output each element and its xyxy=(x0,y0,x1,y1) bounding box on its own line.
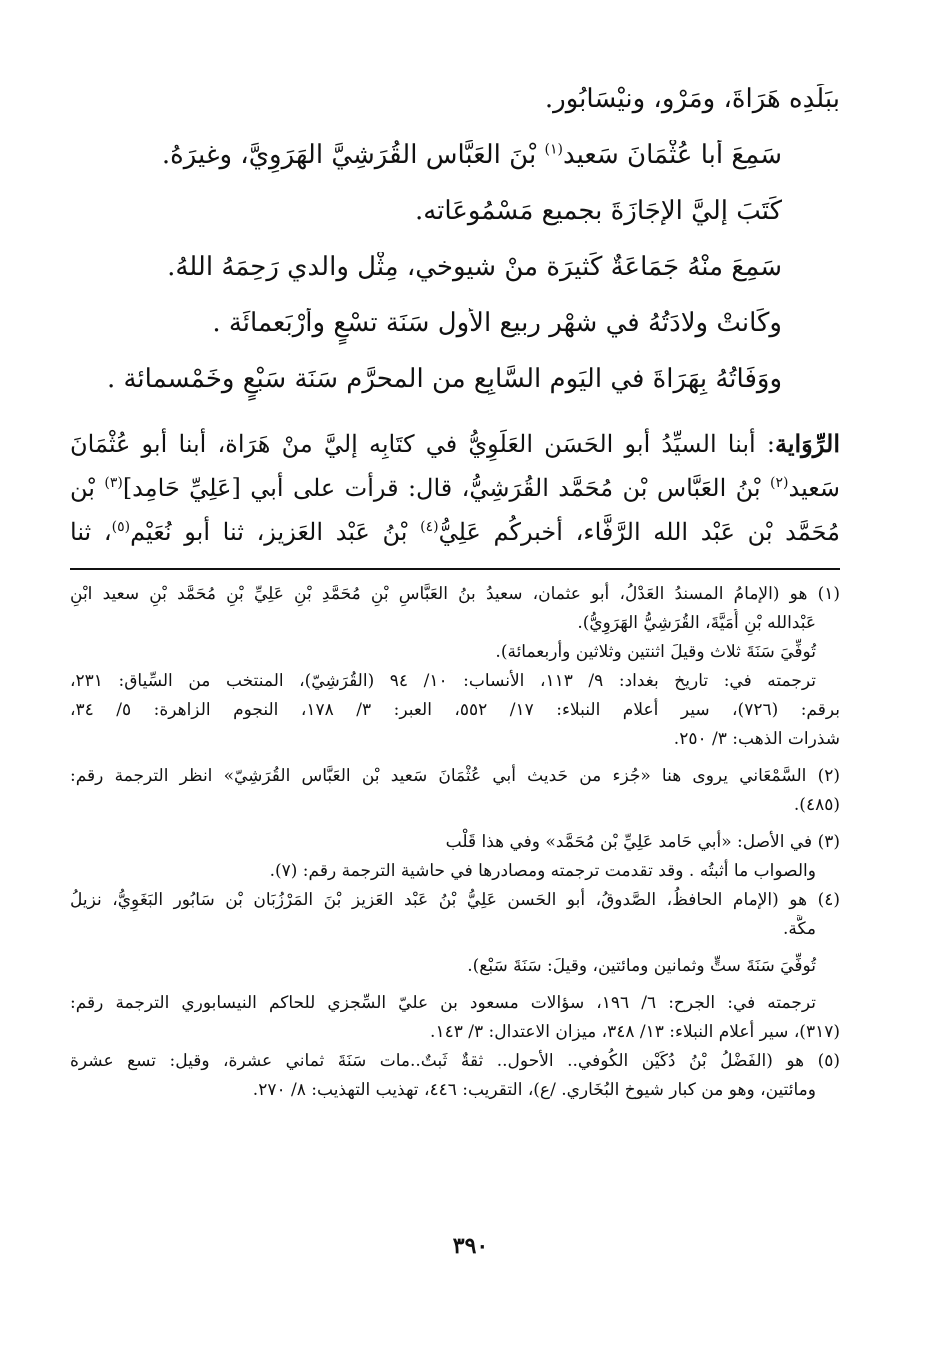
footnote-1-line: برقم: (٧٢٦)، سير أعلام النبلاء: ١٧/ ٥٥٢، العبر: ٣/ ١٧٨، النجوم الزاهرة: ٥/ ٣٤، xyxy=(70,700,840,720)
footnote-2-line: (٢) السَّمْعَاني يروى هنا «جُزء من حَديث أبي عُثْمَانَ سَعيد بْن العَبَّاس القُرَشِيّ» انظر الترجمة رقم: xyxy=(70,766,840,786)
footnote-4-line: مكَّة. xyxy=(782,919,816,939)
riwaya-line-1-text: : أبنا السيِّدُ أبو الحَسَن العَلَوِيُّ في كتَابِه إليَّ منْ هَرَاة، أبنا أبو عُثْمَانَ xyxy=(70,430,775,458)
footnote-ref-3[interactable]: (٣) xyxy=(104,475,123,491)
footnote-2 xyxy=(70,762,840,820)
footnote-1-line: ترجمته في: تاريخ بغداد: ٩/ ١١٣، الأنساب: ١٠/ ٩٤ (القُرَشِيّ)، المنتخب من السِّياق: ٢٣١، xyxy=(70,671,816,691)
riwaya-paragraph xyxy=(70,422,840,554)
footnote-5-line: (٥) هو (الفَضْلُ بْنُ دُكَيْن الكُوفي.. الأحول.. ثقةٌ ثَبتٌ..مات سَنَةَ ثماني عشرة، وقيل: تسع عشرة xyxy=(70,1051,840,1071)
riwaya-line-1 xyxy=(70,422,840,466)
footnote-ref-1[interactable]: (١) xyxy=(544,141,563,158)
footnote-4-line: تُوفِّيَ سَنَةَ ستٍّ وثمانين ومائتين، وقيلَ: سَنَةَ سَبْع). xyxy=(467,956,816,976)
riwaya-line-2-b: بْنُ العَبَّاس بْن مُحَمَّد القُرَشِيُّ، قال: قرأت على أبي [عَلِيِّ حَامِد] xyxy=(122,474,770,502)
footnote-ref-2[interactable]: (٢) xyxy=(770,475,789,491)
footnote-4-line: ترجمته في: الجرح: ٦/ ١٩٦، سؤالات مسعود بن عليّ السِّجزي للحاكم النيسابوري الترجمة رقم: xyxy=(70,993,816,1013)
footnote-3-line: والصواب ما أثبتُه . وقد تقدمت ترجمته ومصادرها في حاشية الترجمة رقم: (٧). xyxy=(269,861,816,881)
page-number: ٣٩٠ xyxy=(452,1233,489,1259)
riwaya-line-2-c: بْن xyxy=(70,474,105,502)
riwaya-line-3 xyxy=(70,510,840,554)
riwaya-line-2-a: سَعيد xyxy=(788,474,840,502)
footnote-1-line: عَبْدالله بْنِ أُمَيَّةَ، القُرَشِيُّ الهَرَوِيُّ). xyxy=(577,613,816,633)
page-body xyxy=(70,84,840,1105)
footnote-1-line: شذرات الذهب: ٣/ ٢٥٠. xyxy=(673,729,840,749)
footnote-4-line: (٤) هو (الإمام الحافظُ، الصَّدوقُ، أبو الحَسن عَلِيُّ بْنُ عَبْد العَزيز بْنَ المَرْزُبَان بْن سَابُور البَغَوِيُّ، نزيلُ xyxy=(70,890,840,910)
footnote-1 xyxy=(70,580,840,754)
text-line-2 xyxy=(70,140,840,196)
riwaya-label: الرِّوَاية xyxy=(774,429,840,458)
text-line-2-start: سَمِعَ أبا عُثْمَانَ سَعيد xyxy=(562,140,782,170)
footnote-4 xyxy=(70,886,840,1047)
text-line-6: ووَفَاتُهُ بِهَرَاةَ في اليَوم السَّابِع من المحرَّم سَنَة سَبْعٍ وخَمْسمائة . xyxy=(106,364,782,394)
footnote-5 xyxy=(70,1047,840,1105)
footnote-ref-4[interactable]: (٤) xyxy=(420,519,439,535)
text-line-2-end: بْنَ العَبَّاس القُرَشِيَّ الهَرَوِيَّ، وغيرَهُ. xyxy=(161,140,545,170)
text-line-3: كَتَبَ إليَّ الإجَازَةَ بجميع مَسْمُوعَاته. xyxy=(414,196,782,226)
footnotes xyxy=(70,580,840,1105)
footnote-5-line: ومائتين، وهو من كبار شيوخ البُخَاري. /ع)، التقريب: ٤٤٦، تهذيب التهذيب: ٨/ ٢٧٠. xyxy=(252,1080,816,1100)
riwaya-line-3-a: مُحَمَّد بْن عَبْد الله الرَّفَّاء، أخبركُم عَلِيُّ xyxy=(438,518,840,546)
footnote-3 xyxy=(70,828,840,886)
text-line-1: ببَلَدِه هَرَاةَ، ومَرْو، ونيْسَابُور. xyxy=(544,84,840,114)
footnote-divider xyxy=(70,568,840,570)
footnote-ref-5[interactable]: (٥) xyxy=(111,519,131,535)
riwaya-line-3-c: ، ثنا xyxy=(70,518,112,546)
text-line-5: وكَانتْ ولادَتُهُ في شهْر ربيع الأول سَنَة تسْعٍ وأَرْبَعمائَة . xyxy=(212,308,782,338)
riwaya-line-2 xyxy=(70,466,840,510)
footnote-1-line: (١) هو (الإمامُ المسندُ العَدْلُ، أبو عثمان، سعيدُ بنُ العَبَّاسِ بْنِ مُحَمَّدِ بْنِ عَلِيِّ بْنِ مُحَمَّد بْنِ سعيد ابْنِ xyxy=(70,584,840,604)
text-line-4: سَمِعَ منْهُ جَمَاعَةٌ كَثيرَة منْ شيوخي، مِثْل والدي رَحِمَهُ اللهُ. xyxy=(167,252,782,282)
footnote-3-line: (٣) في الأصل: «أبي حَامد عَلِيِّ بْن مُحَمَّد» وفي هذا قَلْب xyxy=(445,832,840,852)
footnote-2-line: (٤٨٥). xyxy=(793,795,840,815)
footnote-4-line: (٣١٧)، سير أعلام النبلاء: ١٣/ ٣٤٨، ميزان الاعتدال: ٣/ ١٤٣. xyxy=(430,1022,840,1042)
riwaya-line-3-b: بْنُ عَبْد العَزيز، ثنا أبو نُعَيْم xyxy=(130,518,421,546)
footnote-1-line: تُوفِّيَ سَنَةَ ثلاث وقيلَ اثنتين وثلاثين وأربعمائة). xyxy=(495,642,816,662)
